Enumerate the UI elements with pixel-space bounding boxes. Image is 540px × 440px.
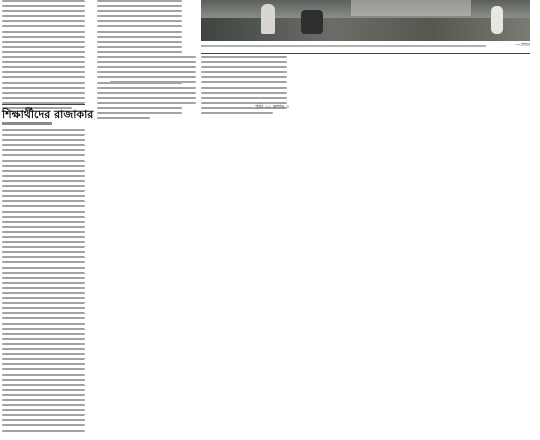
photo-caption-row xyxy=(201,43,530,51)
photo-caption xyxy=(201,45,486,47)
article-body-text xyxy=(2,129,85,435)
byline xyxy=(2,122,52,125)
photo-figure-shadow xyxy=(301,10,323,34)
news-photo xyxy=(201,0,530,41)
photo-debris-dark xyxy=(201,18,530,41)
caption-rule xyxy=(201,53,530,54)
page-jump-right: পৃষ্ঠা ১২ কলাম ৩ xyxy=(255,104,290,110)
headline-rule xyxy=(2,104,85,105)
text-column-right-of-left xyxy=(110,0,196,5)
photo-figure-right xyxy=(491,6,503,34)
photo-figure-light xyxy=(261,4,275,34)
photo-highlight xyxy=(351,0,471,16)
under-caption-columns xyxy=(110,56,196,107)
left-column-upper-text xyxy=(2,0,85,112)
article-headline: শিক্ষার্থীদের রাজাকার xyxy=(2,108,94,121)
photo-credit: —প্রথম xyxy=(515,42,530,48)
